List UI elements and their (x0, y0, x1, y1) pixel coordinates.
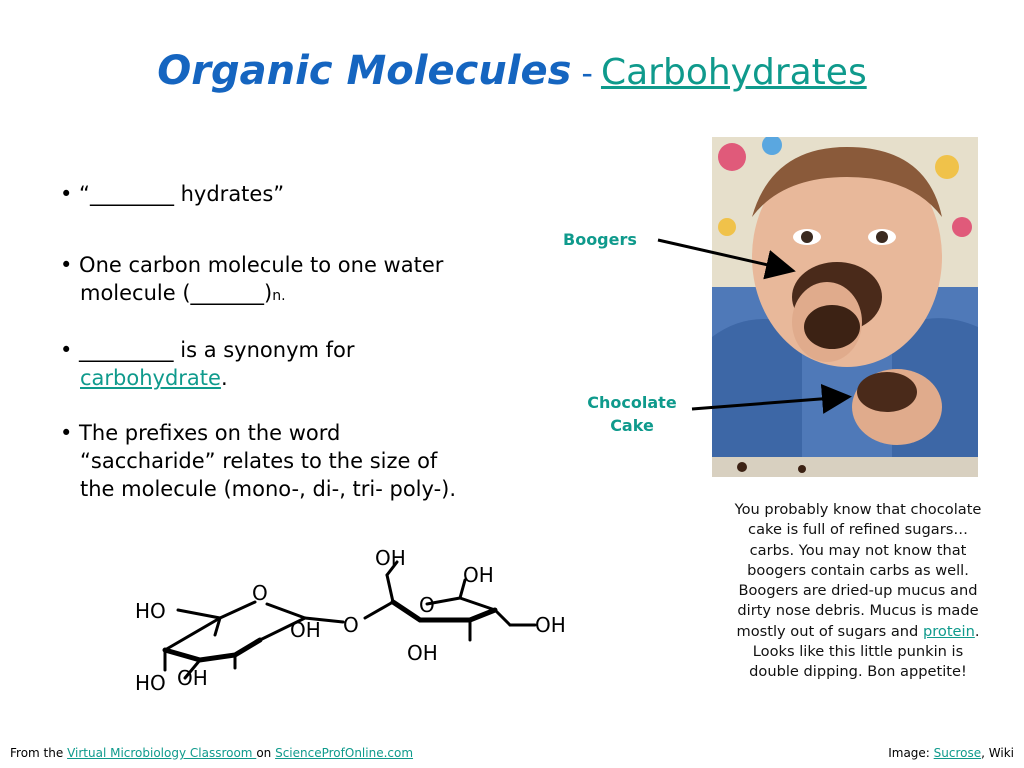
chocolate-arrow (692, 397, 846, 409)
photo-caption: You probably know that chocolate cake is full of refined sugars…carbs. You may not know that boogers contain carbs as well. Boogers are dried-up mucus and dirty nose debris. Mucus is made mostly out of sugars and protein. Looks like this little punkin is double dipping. Bon appetite! (734, 501, 982, 681)
atom-oh-right: OH (535, 613, 566, 637)
sucrose-atom-labels (135, 546, 566, 695)
bullet-carbon-water: • One carbon molecule to one water molecule (_______)n. (60, 253, 444, 305)
atom-ho-left: HO (135, 599, 166, 623)
title-separator: - (581, 54, 593, 92)
title-main: Organic Molecules (157, 48, 572, 94)
sucrose-link[interactable]: Sucrose (933, 746, 982, 760)
carbohydrate-link[interactable]: carbohydrate (80, 366, 221, 390)
atom-oh-bottom-left: OH (177, 666, 208, 690)
protein-link[interactable]: protein (922, 622, 975, 640)
virtual-microbiology-classroom-link[interactable]: Virtual Microbiology Classroom (67, 746, 257, 760)
bullet-synonym: • _________ is a synonym for carbohydrate. (60, 338, 355, 390)
atom-oh-ring1: OH (290, 618, 321, 642)
atom-oh-bottom: OH (407, 641, 438, 665)
label-boogers: Boogers (563, 230, 637, 249)
atom-oh-top: OH (375, 546, 406, 570)
footer-source: From the Virtual Microbiology Classroom on ScienceProfOnline.com (10, 746, 414, 760)
scienceprofonline-link[interactable]: ScienceProfOnline.com (275, 746, 414, 760)
atom-ho-bottom-left: HO (135, 671, 166, 695)
label-chocolate-cake: Chocolate Cake (587, 393, 677, 435)
atom-oh-top-right: OH (463, 563, 494, 587)
atom-o-bridge: O (343, 613, 359, 637)
sucrose-structure (125, 540, 595, 700)
atom-o-ring1: O (252, 581, 268, 605)
bullet-prefixes: • The prefixes on the word “saccharide” relates to the size of the molecule (mono-, di-, tri- poly-). (60, 421, 457, 501)
footer-image-credit: Image: Sucrose, Wiki (888, 746, 1014, 760)
bullet-hydrates: • “________ hydrates” (60, 182, 285, 206)
atom-o-ring2: O (419, 593, 435, 617)
boogers-arrow (658, 240, 790, 270)
title-carbohydrates-link[interactable]: Carbohydrates (600, 52, 867, 93)
